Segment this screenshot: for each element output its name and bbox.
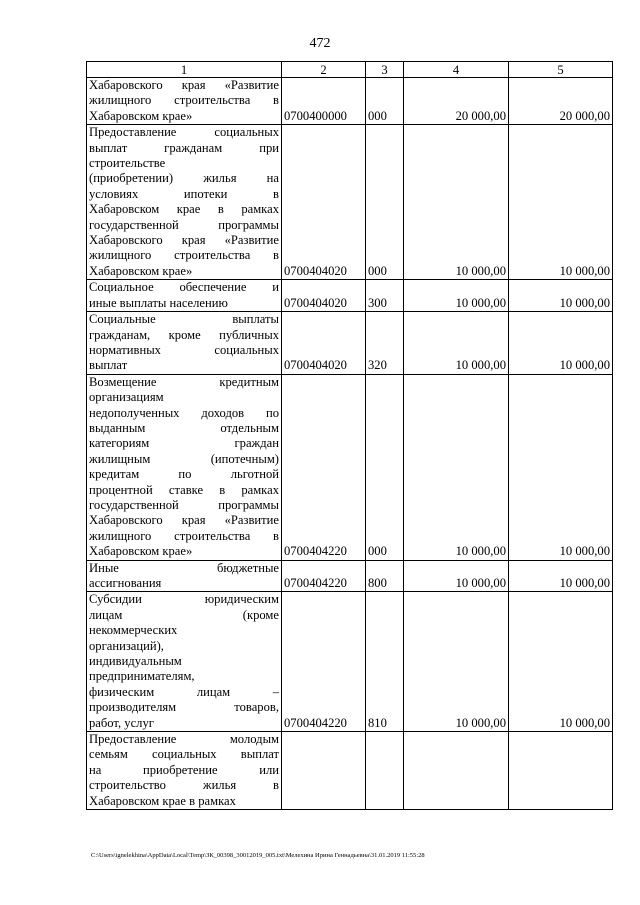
row-code-cell: 0700404220 — [282, 560, 366, 592]
row-sum-1-cell: 10 000,00 — [404, 125, 509, 280]
row-kind-cell — [366, 732, 404, 810]
budget-table-body — [87, 62, 613, 810]
row-name-line: физическим лицам – — [89, 684, 279, 699]
row-name-line: нормативных социальных — [89, 342, 279, 357]
row-name-line: условиях ипотеки в — [89, 186, 279, 201]
row-kind-cell: 300 — [366, 280, 404, 312]
row-name-line: организаций), — [89, 638, 164, 653]
row-name-line: Социальное обеспечение и — [89, 280, 279, 295]
table-row — [87, 592, 613, 732]
row-name-line: производителям товаров, — [89, 700, 279, 715]
row-name-cell — [87, 280, 282, 312]
row-name-line: Хабаровского края «Развитие — [89, 513, 279, 528]
row-code-cell — [282, 732, 366, 810]
row-name-line: организациям — [89, 390, 164, 405]
row-sum-2-cell: 10 000,00 — [509, 592, 613, 732]
row-kind-cell: 000 — [366, 125, 404, 280]
row-code-cell: 0700404220 — [282, 374, 366, 560]
column-header-sum-2: 5 — [509, 62, 613, 78]
row-kind-cell: 320 — [366, 312, 404, 375]
row-name-line: работ, услуг — [89, 715, 154, 730]
row-code-cell: 0700404020 — [282, 280, 366, 312]
row-name-line: Хабаровском крае» — [89, 263, 193, 278]
row-sum-1-cell: 10 000,00 — [404, 312, 509, 375]
row-name-line: государственной программы — [89, 217, 279, 232]
row-name-line: процентной ставке в рамках — [89, 482, 279, 497]
row-sum-2-cell: 10 000,00 — [509, 280, 613, 312]
row-name-cell — [87, 312, 282, 375]
column-header-sum-1: 4 — [404, 62, 509, 78]
row-name-line: гражданам, кроме публичных — [89, 327, 279, 342]
row-sum-1-cell: 20 000,00 — [404, 78, 509, 125]
footer-file-path: C:\Users\ignelekhina\AppData\Local\Temp\ЗК_00398_30012019_005.txt\Мелехина Ирина Геннадьевна\31.01.2019 11:55:28 — [91, 852, 425, 859]
row-name-line: выплат — [89, 358, 128, 373]
row-name-line: Возмещение кредитным — [89, 374, 279, 389]
row-name-line: Хабаровском крае в рамках — [89, 793, 236, 808]
row-name-line: Хабаровском крае» — [89, 108, 193, 123]
table-row — [87, 732, 613, 810]
table-row — [87, 312, 613, 375]
row-name-line: иные выплаты населению — [89, 295, 228, 310]
row-name-line: предпринимателям, — [89, 669, 195, 684]
row-sum-1-cell: 10 000,00 — [404, 560, 509, 592]
row-code-cell: 0700404020 — [282, 125, 366, 280]
row-name-line: некоммерческих — [89, 623, 178, 638]
row-sum-2-cell: 10 000,00 — [509, 560, 613, 592]
row-name-line: жилищного строительства в — [89, 93, 279, 108]
row-name-line: строительство жилья в — [89, 778, 279, 793]
row-sum-1-cell: 10 000,00 — [404, 280, 509, 312]
row-name-line: строительстве — [89, 156, 166, 171]
table-row — [87, 560, 613, 592]
row-kind-cell: 800 — [366, 560, 404, 592]
row-sum-1-cell — [404, 732, 509, 810]
column-header-code: 2 — [282, 62, 366, 78]
row-name-line: Субсидии юридическим — [89, 592, 279, 607]
row-name-line: жилищным (ипотечным) — [89, 451, 279, 466]
table-row — [87, 280, 613, 312]
column-header-name: 1 — [87, 62, 282, 78]
row-name-line: Социальные выплаты — [89, 312, 279, 327]
row-name-line: кредитам по льготной — [89, 467, 279, 482]
row-name-cell — [87, 374, 282, 560]
row-name-line: Предоставление молодым — [89, 732, 279, 747]
row-kind-cell: 000 — [366, 78, 404, 125]
row-sum-1-cell: 10 000,00 — [404, 374, 509, 560]
budget-table — [86, 61, 613, 810]
row-sum-2-cell: 10 000,00 — [509, 374, 613, 560]
column-header-kind: 3 — [366, 62, 404, 78]
row-name-cell — [87, 125, 282, 280]
row-name-cell — [87, 560, 282, 592]
page-number: 472 — [309, 36, 331, 51]
row-name-line: Хабаровского края «Развитие — [89, 233, 279, 248]
row-name-line: жилищного строительства в — [89, 248, 279, 263]
row-name-line: выплат гражданам при — [89, 140, 279, 155]
row-name-line: Иные бюджетные — [89, 560, 279, 575]
row-name-line: Хабаровском крае» — [89, 544, 193, 559]
row-name-line: ассигнования — [89, 576, 162, 590]
row-name-line: государственной программы — [89, 497, 279, 512]
row-code-cell: 0700404020 — [282, 312, 366, 375]
row-name-line: Хабаровском крае в рамках — [89, 202, 279, 217]
row-name-cell — [87, 78, 282, 125]
row-sum-2-cell: 10 000,00 — [509, 125, 613, 280]
row-name-line: жилищного строительства в — [89, 528, 279, 543]
row-name-cell — [87, 732, 282, 810]
row-name-line: недополученных доходов по — [89, 405, 279, 420]
row-name-line: Хабаровского края «Развитие — [89, 78, 279, 92]
table-row — [87, 125, 613, 280]
table-row — [87, 374, 613, 560]
row-name-line: на приобретение или — [89, 762, 279, 777]
row-kind-cell: 810 — [366, 592, 404, 732]
row-name-line: (приобретении) жилья на — [89, 171, 279, 186]
row-name-line: лицам (кроме — [89, 607, 279, 622]
row-code-cell: 0700400000 — [282, 78, 366, 125]
row-sum-2-cell — [509, 732, 613, 810]
row-name-line: индивидуальным — [89, 654, 182, 669]
table-row — [87, 78, 613, 125]
row-sum-1-cell: 10 000,00 — [404, 592, 509, 732]
row-name-line: категориям граждан — [89, 436, 279, 451]
row-sum-2-cell: 10 000,00 — [509, 312, 613, 375]
table-header-row — [87, 62, 613, 78]
row-sum-2-cell: 20 000,00 — [509, 78, 613, 125]
row-code-cell: 0700404220 — [282, 592, 366, 732]
row-name-line: выданным отдельным — [89, 420, 279, 435]
row-name-line: Предоставление социальных — [89, 125, 279, 140]
row-name-line: семьям социальных выплат — [89, 747, 279, 762]
row-name-cell — [87, 592, 282, 732]
row-kind-cell: 000 — [366, 374, 404, 560]
